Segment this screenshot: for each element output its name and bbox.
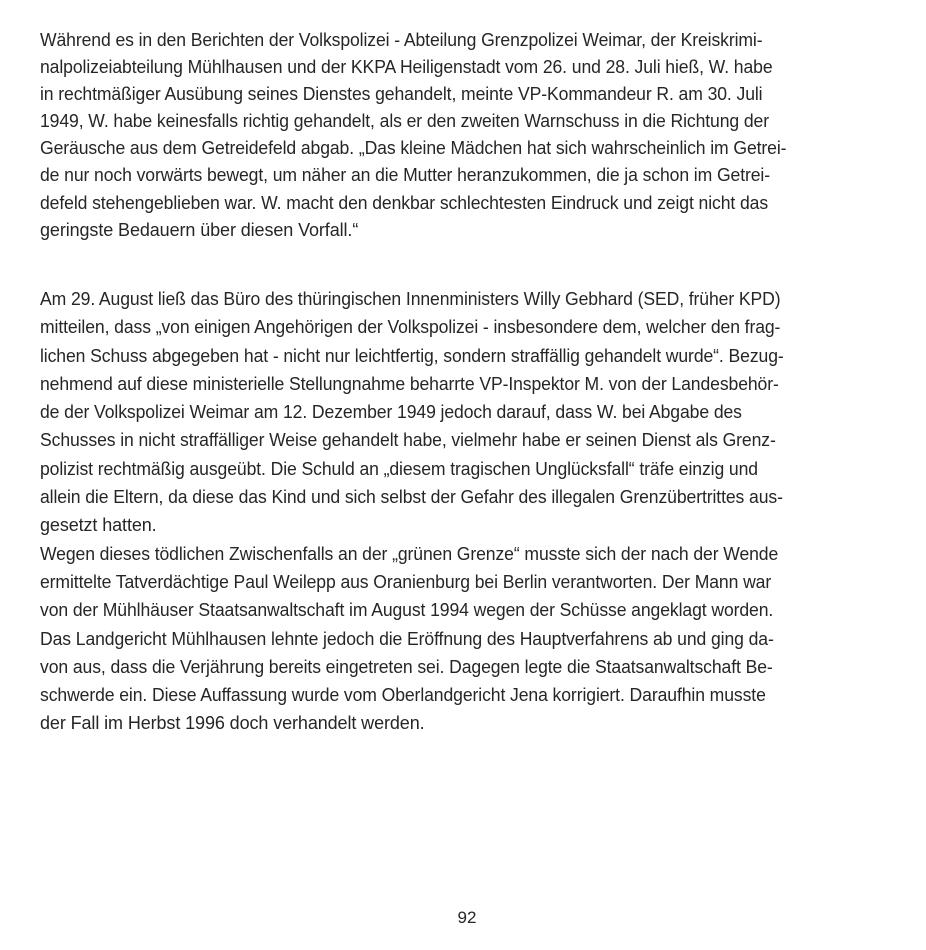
text-line: geringste Bedauern über diesen Vorfall.“ [40, 219, 359, 240]
text-line: ermittelte Tatverdächtige Paul Weilepp aus Oranienburg bei Berlin verantworten. Der Mann war [40, 571, 772, 592]
paragraph-1 [40, 27, 900, 244]
page-number: 92 [457, 908, 477, 927]
text-line: schwerde ein. Diese Auffassung wurde vom Oberlandgericht Jena korrigiert. Daraufhin musste [40, 685, 766, 706]
text-line: de nur noch vorwärts bewegt, um näher an die Mutter heranzukommen, die ja schon im Getrei- [40, 165, 770, 186]
text-line: von der Mühlhäuser Staatsanwaltschaft im August 1994 wegen der Schüsse angeklagt worden. [40, 600, 774, 621]
text-line: mitteilen, dass „von einigen Angehörigen der Volkspolizei - insbesondere dem, welcher den frag- [40, 317, 781, 338]
text-line: lichen Schuss abgegeben hat - nicht nur leichtfertig, sondern straffällig gehandelt wurde“. Bezug- [40, 345, 784, 366]
text-line: nehmend auf diese ministerielle Stellungnahme beharrte VP-Inspektor M. von der Landesbehör- [40, 373, 779, 394]
text-line: de der Volkspolizei Weimar am 12. Dezember 1949 jedoch darauf, dass W. bei Abgabe des [40, 402, 742, 423]
text-line: von aus, dass die Verjährung bereits eingetreten sei. Dagegen legte die Staatsanwaltschaft Be- [40, 656, 773, 677]
text-line: nalpolizeiabteilung Mühlhausen und der KKPA Heiligenstadt vom 26. und 28. Juli hieß, W. habe [40, 57, 773, 78]
paragraph-2 [40, 285, 900, 738]
text-line: Schusses in nicht straffälliger Weise gehandelt habe, vielmehr habe er seinen Dienst als Grenz- [40, 430, 776, 451]
text-line: der Fall im Herbst 1996 doch verhandelt werden. [40, 713, 425, 734]
text-line: in rechtmäßiger Ausübung seines Dienstes gehandelt, meinte VP-Kommandeur R. am 30. Juli [40, 84, 763, 105]
text-line: Wegen dieses tödlichen Zwischenfalls an der „grünen Grenze“ musste sich der nach der Wende [40, 543, 779, 564]
text-line: Geräusche aus dem Getreidefeld abgab. „Das kleine Mädchen hat sich wahrscheinlich im Getrei- [40, 138, 787, 159]
text-line: polizist rechtmäßig ausgeübt. Die Schuld an „diesem tragischen Unglücksfall“ träfe einzig und [40, 458, 758, 479]
text-line: defeld stehengeblieben war. W. macht den denkbar schlechtesten Eindruck und zeigt nicht das [40, 192, 769, 213]
text-line: 1949, W. habe keinesfalls richtig gehandelt, als er den zweiten Warnschuss in die Richtung der [40, 111, 770, 132]
text-line: allein die Eltern, da diese das Kind und sich selbst der Gefahr des illegalen Grenzübertrittes aus- [40, 487, 783, 508]
text-line: Am 29. August ließ das Büro des thüringischen Innenministers Willy Gebhard (SED, früher KPD) [40, 289, 781, 309]
text-line: gesetzt hatten. [40, 515, 157, 536]
text-line: Während es in den Berichten der Volkspolizei - Abteilung Grenzpolizei Weimar, der Kreiskrimi- [40, 30, 763, 50]
text-line: Das Landgericht Mühlhausen lehnte jedoch die Eröffnung des Hauptverfahrens ab und ging da- [40, 628, 774, 649]
